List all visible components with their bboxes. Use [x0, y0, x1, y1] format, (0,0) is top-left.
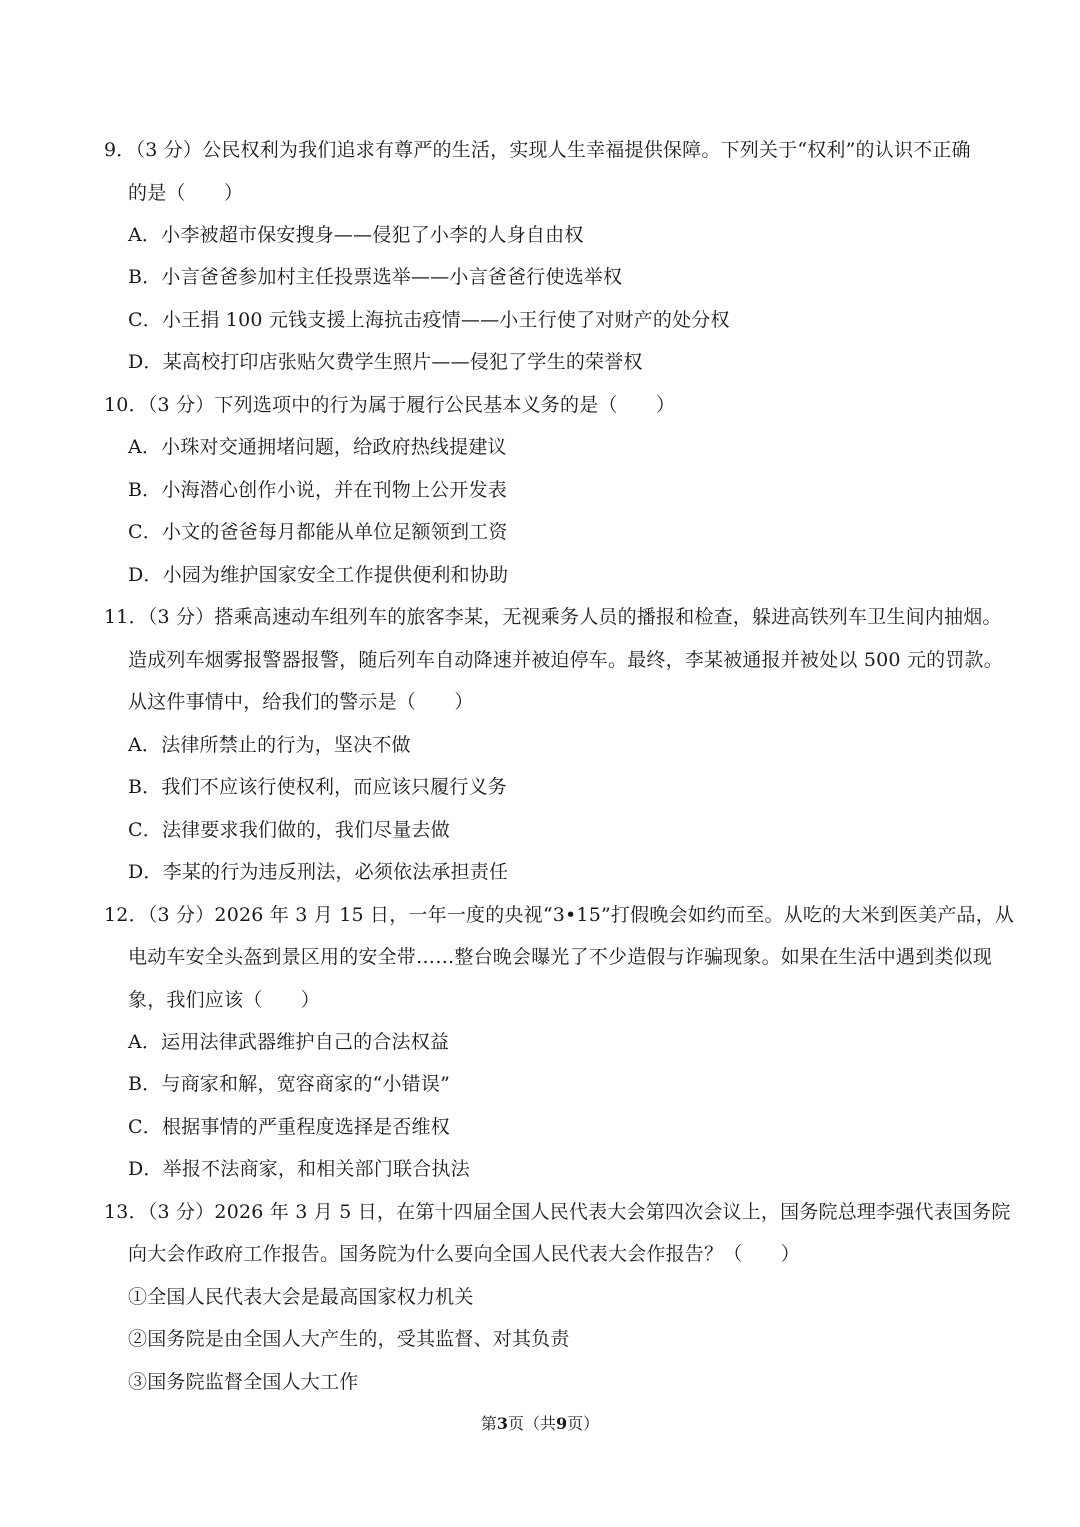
option-d: D．某高校打印店张贴欠费学生照片——侵犯了学生的荣誉权 [128, 351, 643, 373]
question-stem-line: 造成列车烟雾报警器报警，随后列车自动降速并被迫停车。最终，李某被通报并被处以 500 元的罚款。 [128, 649, 1003, 671]
question-stem-line: 的是（ ） [128, 182, 244, 204]
question-stem-line: 电动车安全头盔到景区用的安全带……整台晚会曝光了不少造假与诈骗现象。如果在生活中遇到类似现 [128, 946, 993, 968]
question-stem-line: 向大会作政府工作报告。国务院为什么要向全国人民代表大会作报告？（ ） [128, 1243, 801, 1265]
question-stem-line: 13．（3 分）2026 年 3 月 5 日，在第十四届全国人民代表大会第四次会议上，国务院总理李强代表国务院 [104, 1201, 1011, 1223]
option-c: C．小王捐 100 元钱支援上海抗击疫情——小王行使了对财产的处分权 [128, 309, 730, 331]
total-pages: 9 [556, 1414, 568, 1433]
statement-3: ③国务院监督全国人大工作 [128, 1371, 359, 1393]
page-number: 3 [496, 1414, 508, 1433]
option-b: B．我们不应该行使权利，而应该只履行义务 [128, 776, 507, 798]
question-stem-line: 象，我们应该（ ） [128, 989, 321, 1011]
question-stem-line: 11．（3 分）搭乘高速动车组列车的旅客李某，无视乘务人员的播报和检查，躲进高铁列车卫生间内抽烟。 [104, 606, 1002, 628]
option-a: A．小李被超市保安搜身——侵犯了小李的人身自由权 [128, 224, 584, 246]
footer-middle: 页（共 [507, 1414, 556, 1433]
statement-1: ①全国人民代表大会是最高国家权力机关 [128, 1286, 474, 1308]
option-b: B．小海潜心创作小说，并在刊物上公开发表 [128, 479, 507, 501]
option-b: B．小言爸爸参加村主任投票选举——小言爸爸行使选举权 [128, 266, 623, 288]
footer-suffix: 页） [567, 1414, 600, 1433]
option-b: B．与商家和解，宽容商家的“小错误” [128, 1073, 450, 1095]
question-stem-line: 9．（3 分）公民权利为我们追求有尊严的生活，实现人生幸福提供保障。下列关于“权利”的认识不正确 [104, 139, 971, 161]
option-a: A．小珠对交通拥堵问题，给政府热线提建议 [128, 436, 507, 458]
option-c: C．小文的爸爸每月都能从单位足额领到工资 [128, 521, 508, 543]
footer-prefix: 第 [480, 1414, 497, 1433]
question-stem-line: 从这件事情中，给我们的警示是（ ） [128, 691, 474, 713]
option-d: D．李某的行为违反刑法，必须依法承担责任 [128, 861, 509, 883]
statement-2: ②国务院是由全国人大产生的，受其监督、对其负责 [128, 1328, 570, 1350]
option-c: C．法律要求我们做的，我们尽量去做 [128, 819, 450, 841]
option-d: D．小园为维护国家安全工作提供便利和协助 [128, 564, 509, 586]
option-d: D．举报不法商家，和相关部门联合执法 [128, 1158, 470, 1180]
page-footer [0, 1413, 1080, 1435]
option-a: A．运用法律武器维护自己的合法权益 [128, 1031, 450, 1053]
option-a: A．法律所禁止的行为，坚决不做 [128, 734, 411, 756]
option-c: C．根据事情的严重程度选择是否维权 [128, 1116, 450, 1138]
question-stem-line: 12．（3 分）2026 年 3 月 15 日，一年一度的央视“3•15”打假晚会如约而至。从吃的大米到医美产品，从 [104, 904, 1015, 926]
question-stem-line: 10．（3 分）下列选项中的行为属于履行公民基本义务的是（ ） [104, 394, 676, 416]
